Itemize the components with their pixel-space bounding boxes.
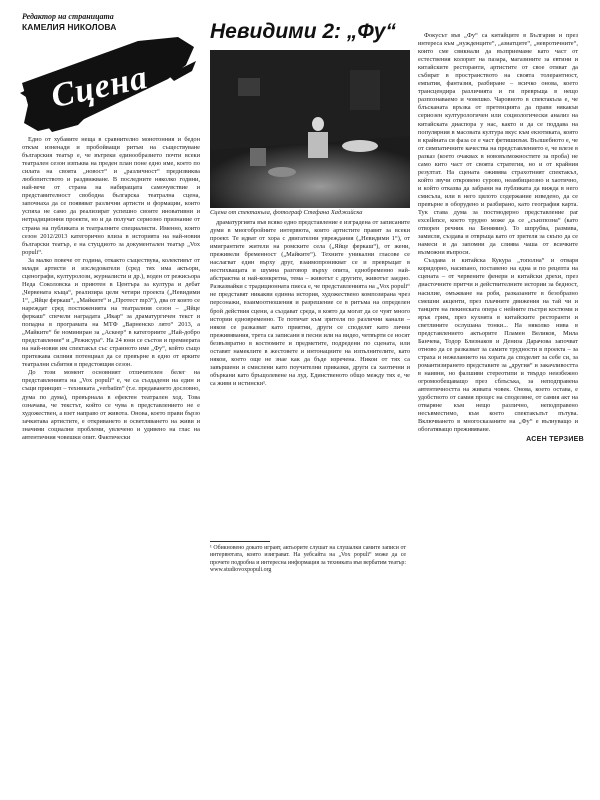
stage-scene-image	[210, 50, 410, 208]
section-title: Сцена	[48, 58, 152, 116]
paragraph: Фокусът във „Фу“ са китайците в България и през интереса към „нужденците“, „азиатците“, „невротичните“, които сме свикнали да възприемаме като част от естествения колорит на пазара, магазините за евтини и китайските ресторанти, артистите от свое отиват да събират в пространството на своята толерантност, емпатия, фантазия, разбиране – всичко онова, което трансцендира различията и ги превръща в нещо разпознаваемо и човешко. Чаровното в спектакъла е, че блъсканата връзка от претенцията да прави някакъв сериозен културологичен или социологически анализ на китайската диаспора у нас, както и да се поддава на популярния в масовата култура вкус към екзотиката, която в крайната си фаза се е част фетишизъм. Вълшебното е, че от симпатичните качества на представлението е, че влезе в разказ (което очаквах в нововъзможностите за проба) не само кито част от своята стратегия, но и от крайния резултат. На сцената оживява страхотният спектакъл, който звучи откровено сурово, неамбициозно и хаотично, и който отказва да забрани на публиката да вижда в него смисъла, или в него цялото содержание изведено, да се превърне в оборудено и разбирано, като география карта. Тук става дума за постмодерно представление par excellence, което трудно може да се „съизпозна“ (като отворен речник на Бенямин). То шпрубва, размива, замисля, създава и отвръща като от зрителя за скъпо да се намеси и да запомни да слиява чаша от всичките възможни въпроси.	[418, 32, 578, 257]
article-column-3	[418, 32, 578, 434]
paragraph: До този момент основният отличителен белег на представленията на „Vox populi“ е, че са създадени на един и същи принцип – техниката „verbatim“ (т.е. предаването дословно, дума по дума), превърнала в ефектен театрален ход. Това означава, че текстът, който се чува в представлението не е художествен, а взет направо от живота. Онова, което прави бързо зачкитава артистите, е откриването и осветляването на живи и значими социални проблеми, увлечено и удивено на глас на автентичния човешки опит. Фактически	[22, 369, 200, 441]
footnote: ¹ Обикновено докато играят, актьорите слушат на слушалки самите записи от интервютата, които изиграват. На уебсайта на „Vox populi“ може да се прочете подробна и интересна информация за техниката във вербатим театър: www.studiovoxpopuli.org	[210, 545, 406, 574]
paragraph: Създава и китайска Кукура „тополна“ и отваря коридорно, насипано, поставено на една и по рецепта на сцената – от червените фенери и китайски дрехи, през диасточните притчи и действителните истории за бедност, насилие, омъжване на робя, разказаните в безобразно смешни акценти, през плачните движения на тай чи и танците на пекинската опера с нейните пъстри костюми и ярък грим, през кухнята в китайските ресторанти и светлините ослушана тонки... На няколко нива в представлението актьорите Пламен Великов, Мила Банчева, Тодор Близнаков и Дениза Дарачова започват отново да се разказват за самите трудности в проекта – за страха и нежеланието на хората да споделят за себе си, за романтизирането представите за „другия“ и закачливостта в наивни, но фалшиви стереотипи и твърдо неизбежно огромообещаващо през сблъсъка, за неподправена автентичността на живата човек. Онова, което остава, е удобството от самия процес на споделяне, от самия акт на отваряне към нещо различно, неподправено несъвместимо, към което спектакълът пътува. Включването в многосказаните на „Фу“ е вълнуващо и обогатяващо преживяване.	[418, 257, 578, 434]
paragraph: За малко повече от година, откакто съществува, колективът от млади артисти и изследователи (сред тях има актьори, сценографи, културолози, журналисти и др.), воден от режисьора Неда Соколовска и приютен в Центъра за култура и дебат „Червената къща“, реализира цели четири проекта („Невидими 1“, „Яйце феркаш“, „Майките“ и „Протест mp3“), два от които се нареждат сред постиженията на театралния сезон – „Яйце феркаш“ спечели наградата „Икар“ за драматургичен текст и попадна в програмата на МТФ „Варненско лято“ 2013, а „Майките“ бе номиниран за „Аскеер“ в категориите „Най-добро представление“ и „Режисура“. На 24 юни се състоя и премиерата на най-новия им спектакъл със странното име „Фу“, който също притежава силния потенциал да се превърне в едно от ярките театрални събития в предстоящия сезон.	[22, 256, 200, 369]
article-title: Невидими 2: „Фу“	[210, 20, 396, 43]
photo-caption: Сцена от спектакъла, фотограф Стефана Хаджийска	[210, 209, 363, 216]
editor-credit	[22, 12, 202, 32]
editor-label: Редактор на страницата	[22, 12, 114, 21]
editor-name: КАМЕЛИЯ НИКОЛОВА	[22, 22, 117, 32]
article-column-2	[210, 219, 410, 388]
paragraph: драматургията във всяко едно представление е изградена от записаните думи в многобройните интервюта, които артистите правят за всеки проект. Те идват от хора с двигателни увреждания („Невидими 1“), от имигрантите жители на ромските села („Яйце феркаш“), от жени, преживели бременност („Майките“). Техните уникални гласове се наслагват един върху друг, взаимопроникват се и превръщат в нестихващата и шумна разговор върху опита, еднобременно най-абстрактна и най-конкретна, тема – животът с другите, животът заедно. Разказвайки с традиционната пиеса е, че представленията на „Vox populi“ не представят никакви единна история, художествено композирана чрез персонажи, взаимоотношения и разрешение се в ритъма на определен брой действия сцени, а създават среда, в която да могат да се чуят много истории едновременно. Те потичат към зрителя по различни канали – някои се разказват като приятни, други се споделят като лични преживявания, трета са записани в песни или на видео, четвърти се носят безвъзвратно в костюмите и предметите, подредени по сцената, или оставят намеклите в жестовете и интонациите на изпълнителите, като някои, което още не знае как да бъде изречена. Никои от тях са завършени и смислени като поучителни приказки, други са хаотични и объркани като бръщолевене на луд. Единственото общо между тях е, че са живи и истински¹.	[210, 219, 410, 387]
performance-photo	[210, 50, 410, 208]
article-column-1	[22, 136, 200, 442]
paragraph: Едно от хубавите неща в сравнително монотонния и бедон откъм изненади и пробойващи ритъм на съществуване българския театър е, че вътреки единообразието почти всеки театрален сезон изпъква на преден план поне едно име, което по силата на своята „новост“ и „различност“ предизвиква любопитството и раздвижване. В последните няколко години, най-вече от страна на набиращата самочувствие и представителност свободна българска театрална сцена, започнаха да се появяват различни артисти и формации, които успяха не само да реализират успешно своите иновативни и нетрадиционни проекти, но и да получат сериозно признание от страна на публиката и театралните специалисти. Именно, които сезон 2012/2013 категорично влиза в историята на най-новия български театър, е на стуцдиото за документален театър „Vox populi“.	[22, 136, 200, 256]
footnote-divider	[210, 541, 270, 542]
author-byline: АСЕН ТЕРЗИЕВ	[526, 436, 584, 443]
section-banner	[18, 35, 198, 133]
